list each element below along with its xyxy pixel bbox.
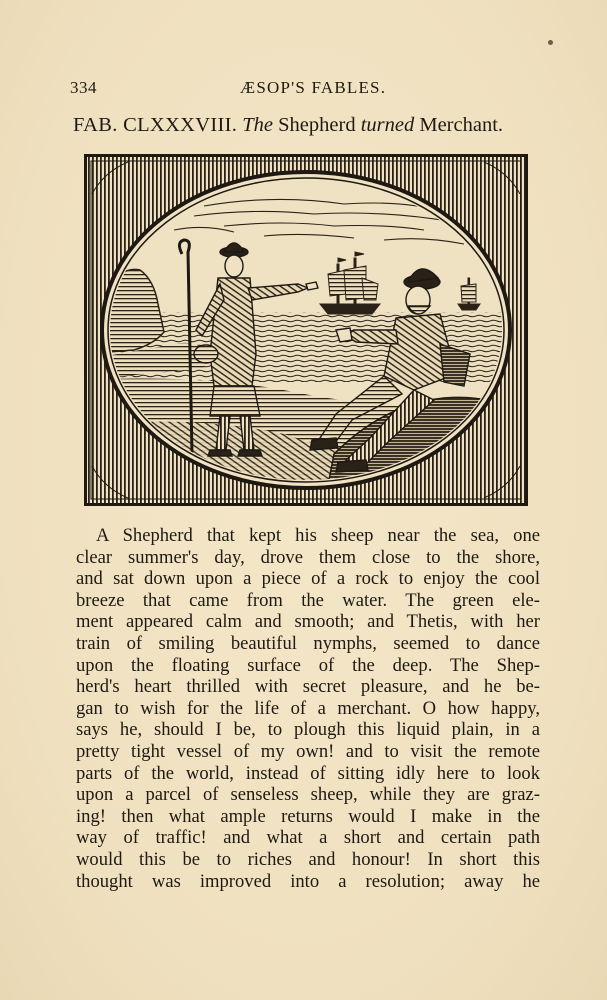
body-line: gan to wish for the life of a merchant. O how happy, [76, 697, 540, 719]
body-line: train of smiling beautiful nymphs, seemed to dance [76, 632, 540, 654]
body-line: herd's heart thrilled with secret pleasure, and he be- [76, 676, 540, 698]
body-line: would this be to riches and honour! In short this [76, 848, 540, 870]
body-line: and sat down upon a piece of a rock to enjoy the cool [76, 568, 540, 590]
body-line: pretty tight vessel of my own! and to visit the remote [76, 740, 540, 762]
body-line: parts of the world, instead of sitting idly here to look [76, 762, 540, 784]
body-line: way of traffic! and what a short and certain path [76, 827, 540, 849]
body-line: clear summer's day, drove them close to the shore, [76, 546, 540, 568]
body-line: says he, should I be, to plough this liquid plain, in a [76, 719, 540, 741]
body-line: upon the floating surface of the deep. The Shep- [76, 654, 540, 676]
ink-speck [548, 40, 553, 45]
woodcut-illustration [84, 154, 528, 506]
fable-number: FAB. CLXXXVIII. [73, 114, 238, 136]
body-line: ment appeared calm and smooth; and Thetis, with her [76, 611, 540, 633]
fable-body [76, 525, 540, 892]
page-number: 334 [70, 78, 97, 97]
fable-title-the: The [242, 114, 274, 136]
fable-title-turned: turned [360, 114, 415, 136]
body-line: breeze that came from the water. The green ele- [76, 589, 540, 611]
fable-title-merchant: Merchant. [419, 114, 504, 136]
book-title: ÆSOP'S FABLES. [240, 78, 387, 97]
fable-title-shepherd: Shepherd [278, 114, 356, 136]
body-line: ing! then what ample returns would I make in the [76, 805, 540, 827]
body-line: upon a parcel of senseless sheep, while they are graz- [76, 784, 540, 806]
fable-heading [73, 114, 543, 137]
body-line: A Shepherd that kept his sheep near the sea, one [96, 525, 540, 546]
body-line: thought was improved into a resolution; away he [76, 870, 540, 892]
running-head [0, 78, 607, 102]
